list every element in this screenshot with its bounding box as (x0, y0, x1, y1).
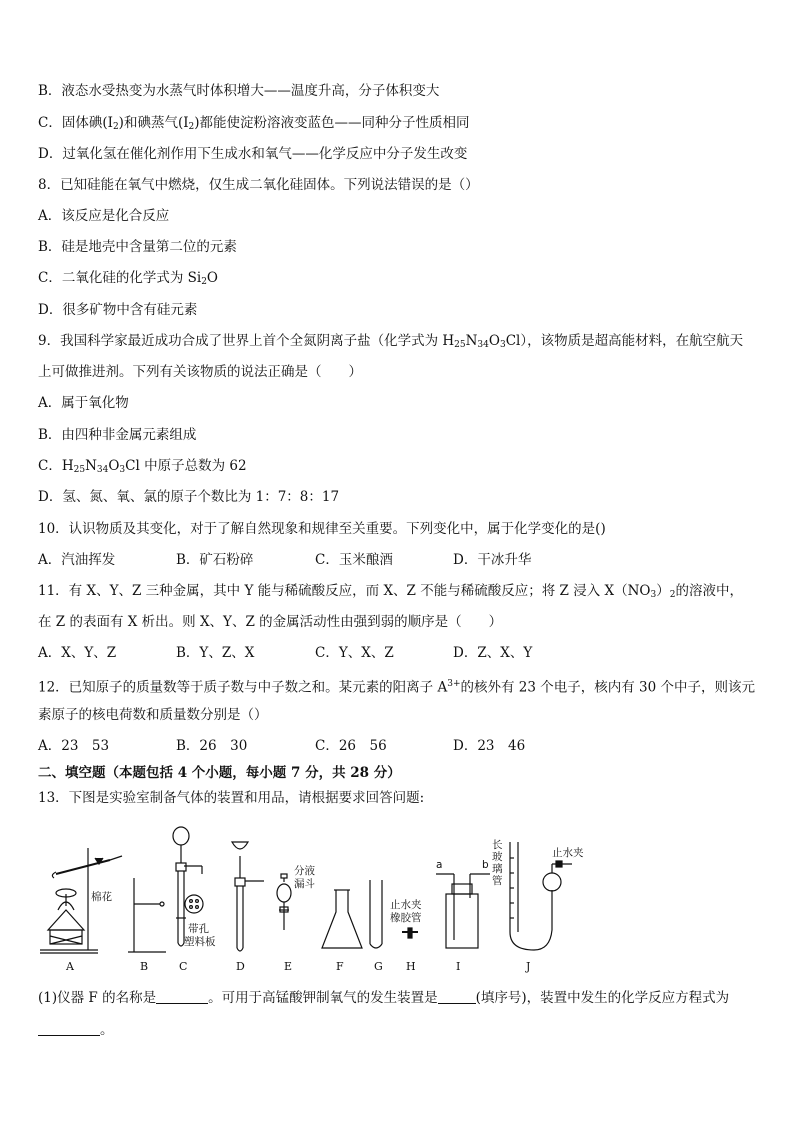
q12-stem-line2: 素原子的核电荷数和质量数分别是（） (38, 707, 268, 723)
label-cotton: 棉花 (91, 891, 112, 903)
q13-stem: 13．下图是实验室制备气体的装置和用品，请根据要求回答问题: (38, 790, 425, 806)
label-separatory-funnel-2: 漏斗 (294, 878, 315, 890)
apparatus-figure (36, 818, 596, 978)
label-pinch-clamp: 止水夹 (390, 899, 422, 911)
label-perforated-plate-2: 塑料板 (184, 936, 216, 948)
q8-option-b: B．硅是地壳中含量第二位的元素 (38, 239, 237, 255)
answer-blank-equation[interactable] (38, 1021, 100, 1036)
apparatus-h-clamp (402, 928, 418, 938)
label-rubber-tube: 橡胶管 (390, 912, 422, 924)
q10-option-b: B．矿石粉碎 (176, 552, 254, 568)
answer-blank-apparatus[interactable] (438, 989, 476, 1004)
apparatus-i-gas-bottle (436, 874, 490, 948)
q11-stem-line2: 在 Z 的表面有 X 析出。则 X、Y、Z 的金属活动性由强到弱的顺序是（ ） (38, 614, 503, 630)
apparatus-f-conical-flask (322, 890, 362, 948)
label-port-b: b (482, 859, 489, 871)
label-long-glass-3: 璃 (492, 863, 503, 875)
q11-stem-line1: 11．有 X、Y、Z 三种金属，其中 Y 能与稀硫酸反应，而 X、Z 不能与稀硫酸反应；将 Z 浸入 $X(NO_3)_2$的溶液中， (38, 583, 743, 600)
q11-option-d: D．Z、X、Y (453, 645, 533, 661)
letter-i: I (456, 960, 461, 973)
q9-option-d: D．氢、氮、氧、氯的原子个数比为 1：7：8：17 (38, 489, 340, 505)
label-separatory-funnel-1: 分液 (294, 865, 315, 877)
q13-sub1-line2: 。 (38, 1020, 114, 1040)
q9-option-c: C．$H_{25}N_{34}O_3Cl$ 中原子总数为 62 (38, 458, 247, 475)
q12-option-d: D．23 46 (453, 738, 526, 754)
q8-option-d: D．很多矿物中含有硅元素 (38, 302, 198, 318)
q10-option-d: D．干冰升华 (453, 552, 532, 568)
letter-e: E (284, 960, 293, 973)
letter-a: A (66, 960, 74, 973)
q9-stem-line2: 上可做推进剂。下列有关该物质的说法正确是（ ） (38, 364, 362, 380)
label-pinch-clamp-j: 止水夹 (552, 847, 584, 859)
answer-blank-f-name[interactable] (156, 989, 208, 1004)
q11-option-b: B．Y、Z、X (176, 645, 255, 661)
q13-sub1-line1: (1)仪器 F 的名称是 。可用于高锰酸钾制氧气的发生装置是 (填序号)，装置中发生的化学反应方程式为 (38, 990, 730, 1006)
q12-option-c: C．26 56 (315, 738, 387, 754)
label-long-glass-4: 管 (492, 875, 503, 887)
q12-stem-line1: 12．已知原子的质量数等于质子数与中子数之和。某元素的阳离子 $A^{3+}$的核外有 23 个电子，核内有 30 个中子，则该元 (38, 679, 756, 696)
q8-stem: 8．已知硅能在氧气中燃烧，仅生成二氧化硅固体。下列说法错误的是（） (38, 177, 479, 193)
letter-g: G (374, 960, 383, 973)
q7-option-b: B．液态水受热变为水蒸气时体积增大——温度升高，分子体积变大 (38, 83, 440, 99)
q7-option-c: C．固体碘$(I_2)$和碘蒸气$(I_2)$都能使淀粉溶液变蓝色——同种分子性质相同 (38, 115, 470, 132)
q9-stem-line1: 9．我国科学家最近成功合成了世界上首个全氮阴离子盐（化学式为 $H_{25}N_{34}O_3Cl$），该物质是超高能材料，在航空航天 (38, 333, 744, 350)
label-perforated-plate-1: 带孔 (188, 923, 209, 935)
apparatus-g-test-tube (370, 880, 382, 948)
apparatus-d-funnel-tube (232, 842, 264, 951)
section-heading-fill-in: 二、填空题（本题包括 4 个小题，每小题 7 分，共 28 分） (38, 765, 401, 781)
q9-option-b: B．由四种非金属元素组成 (38, 427, 197, 443)
q11-option-a: A．X、Y、Z (38, 645, 117, 661)
apparatus-e-separatory-funnel (277, 874, 291, 930)
q9-option-a: A．属于氧化物 (38, 395, 129, 411)
q11-option-c: C．Y、X、Z (315, 645, 394, 661)
letter-h: H (406, 960, 416, 973)
label-long-glass-2: 玻 (492, 851, 503, 863)
q7-option-d: D．过氧化氢在催化剂作用下生成水和氧气——化学反应中分子发生改变 (38, 146, 468, 162)
letter-d: D (236, 960, 245, 973)
q8-option-c: C．二氧化硅的化学式为 $Si_2O$ (38, 270, 218, 287)
label-port-a: a (436, 859, 443, 871)
apparatus-b-iron-stand (128, 878, 166, 952)
letter-f: F (336, 960, 344, 973)
q10-option-c: C．玉米酿酒 (315, 552, 393, 568)
label-long-glass-1: 长 (492, 839, 503, 851)
q10-stem: 10．认识物质及其变化，对于了解自然现象和规律至关重要。下列变化中，属于化学变化的是() (38, 521, 606, 537)
letter-j: J (526, 960, 531, 973)
q8-option-a: A．该反应是化合反应 (38, 208, 170, 224)
letter-c: C (179, 960, 188, 973)
q12-option-a: A．23 53 (38, 738, 110, 754)
q10-option-a: A．汽油挥发 (38, 552, 116, 568)
letter-b: B (140, 960, 149, 973)
q12-option-b: B．26 30 (176, 738, 248, 754)
